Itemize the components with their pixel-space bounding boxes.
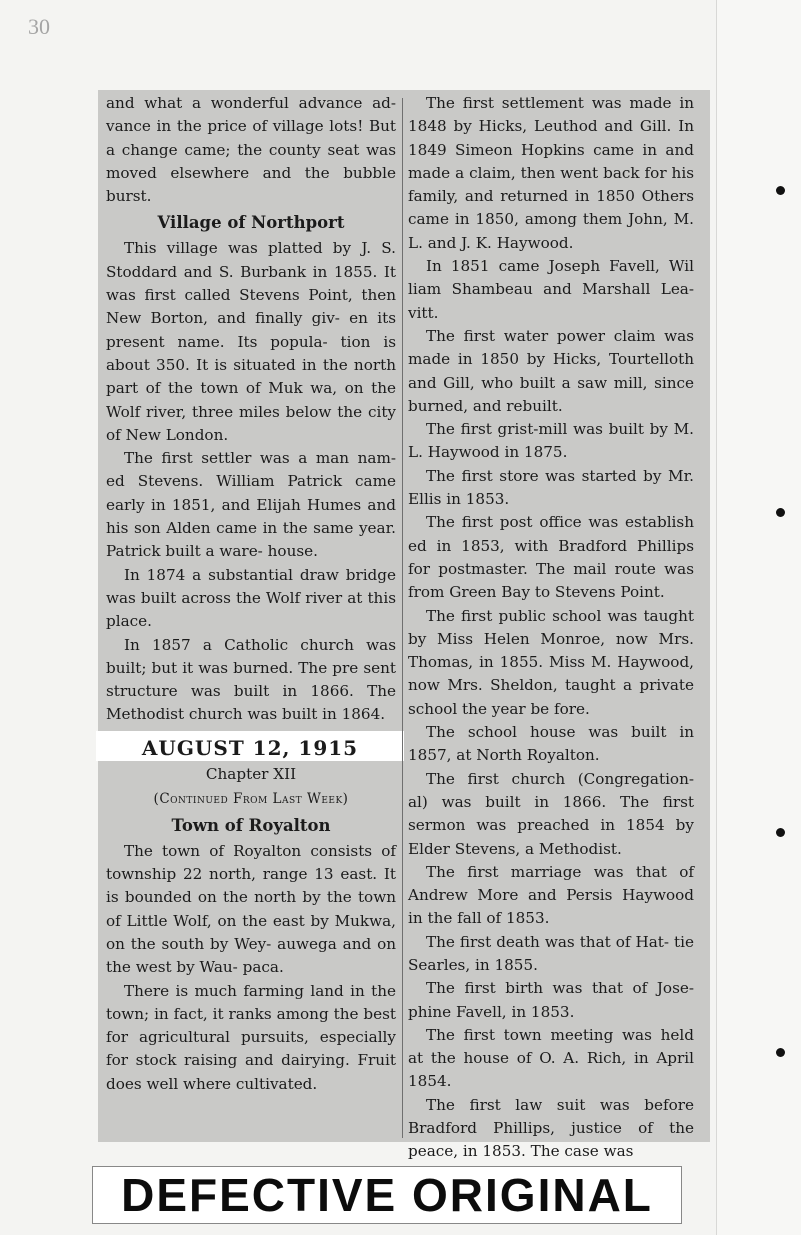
date-heading: AUGUST 12, 1915 (96, 731, 404, 761)
punch-hole-icon (776, 1048, 785, 1057)
punch-hole-icon (776, 828, 785, 837)
chapter-heading: Chapter XII (205, 764, 297, 783)
section-heading-royalton: Town of Royalton (171, 815, 331, 835)
page-number: 30 (28, 14, 50, 39)
continued-note: (Continued From Last Week) (153, 790, 349, 807)
newspaper-clipping (98, 90, 710, 1161)
paragraph: The first settlement was made in 1848 by Hicks, Leuthod and Gill. In 1849 Simeon Hopkins came in and made a claim, then went back for his family, and returned in 1850 Others came in 1850, among them John, M. L. and J. K. Haywood. (408, 94, 694, 252)
paragraph: There is much farming land in the town; in fact, it ranks among the best for agricultural pursuits, especially for stock raising and dairying. Fruit does well where cultivated. (106, 981, 396, 1093)
paragraph: The first grist-mill was built by M. L. Haywood in 1875. (408, 420, 694, 462)
paragraph: The school house was built in 1857, at North Royalton. (408, 723, 694, 765)
paragraph: The first marriage was that of Andrew More and Persis Haywood in the fall of 1853. (408, 862, 694, 928)
paragraph: The first birth was that of Jose- phine Favell, in 1853. (408, 979, 694, 1021)
page-margin-edge (716, 0, 801, 1235)
paragraph: The first town meeting was held at the house of O. A. Rich, in April 1854. (408, 1025, 694, 1091)
paragraph: The first church (Congregation- al) was built in 1866. The first sermon was preached in 1854 by Elder Stevens, a Methodist. (408, 769, 694, 858)
paragraph: In 1874 a substantial draw bridge was built across the Wolf river at this place. (106, 565, 396, 631)
paragraph: The first settler was a man nam- ed Stevens. William Patrick came early in 1851, and Elijah Humes and his son Alden came in the same year. Patrick built a ware- house. (106, 449, 396, 561)
paragraph: The town of Royalton consists of township 22 north, range 13 east. It is bounded on the north by the town of Little Wolf, on the east by Mukwa, on the south by Wey- auwega and on the west by Wau- paca. (106, 841, 396, 977)
paragraph: This village was platted by J. S. Stoddard and S. Burbank in 1855. It was first called Stevens Point, then New Borton, and finally giv- en its present name. Its popula- tion is about 350. It is situated in the north part of the town of Muk wa, on the Wolf river, three miles below the city of New London. (106, 239, 396, 444)
paragraph: The first death was that of Hat- tie Searles, in 1855. (408, 932, 694, 974)
paragraph: The first post office was establish ed in 1853, with Bradford Phillips for postmaster. The mail route was from Green Bay to Stevens Point. (408, 513, 694, 602)
punch-hole-icon (776, 186, 785, 195)
paragraph: The first public school was taught by Miss Helen Monroe, now Mrs. Thomas, in 1855. Miss M. Haywood, now Mrs. Sheldon, taught a private school the year be fore. (408, 606, 694, 718)
defective-original-stamp: DEFECTIVE ORIGINAL (92, 1166, 682, 1224)
paragraph: The first store was started by Mr. Ellis in 1853. (408, 466, 694, 509)
paragraph: In 1857 a Catholic church was built; but it was burned. The pre sent structure was built in 1866. The Methodist church was built in 1864. (106, 635, 396, 724)
right-column (402, 90, 698, 1161)
paragraph: The first law suit was before Bradford Phillips, justice of the peace, in 1853. The case was (408, 1095, 694, 1161)
paragraph: In 1851 came Joseph Favell, Wil liam Shambeau and Marshall Lea- vitt. (408, 257, 694, 322)
left-column (102, 90, 400, 1142)
intro-paragraph: and what a wonderful advance ad- vance in the price of village lots! But a change came; the county seat was moved elsewhere and the bubble burst. (106, 94, 396, 206)
section-heading-northport: Village of Northport (157, 213, 345, 233)
punch-hole-icon (776, 508, 785, 517)
paragraph: The first water power claim was made in 1850 by Hicks, Tourtelloth and Gill, who built a saw mill, since burned, and rebuilt. (408, 326, 694, 415)
